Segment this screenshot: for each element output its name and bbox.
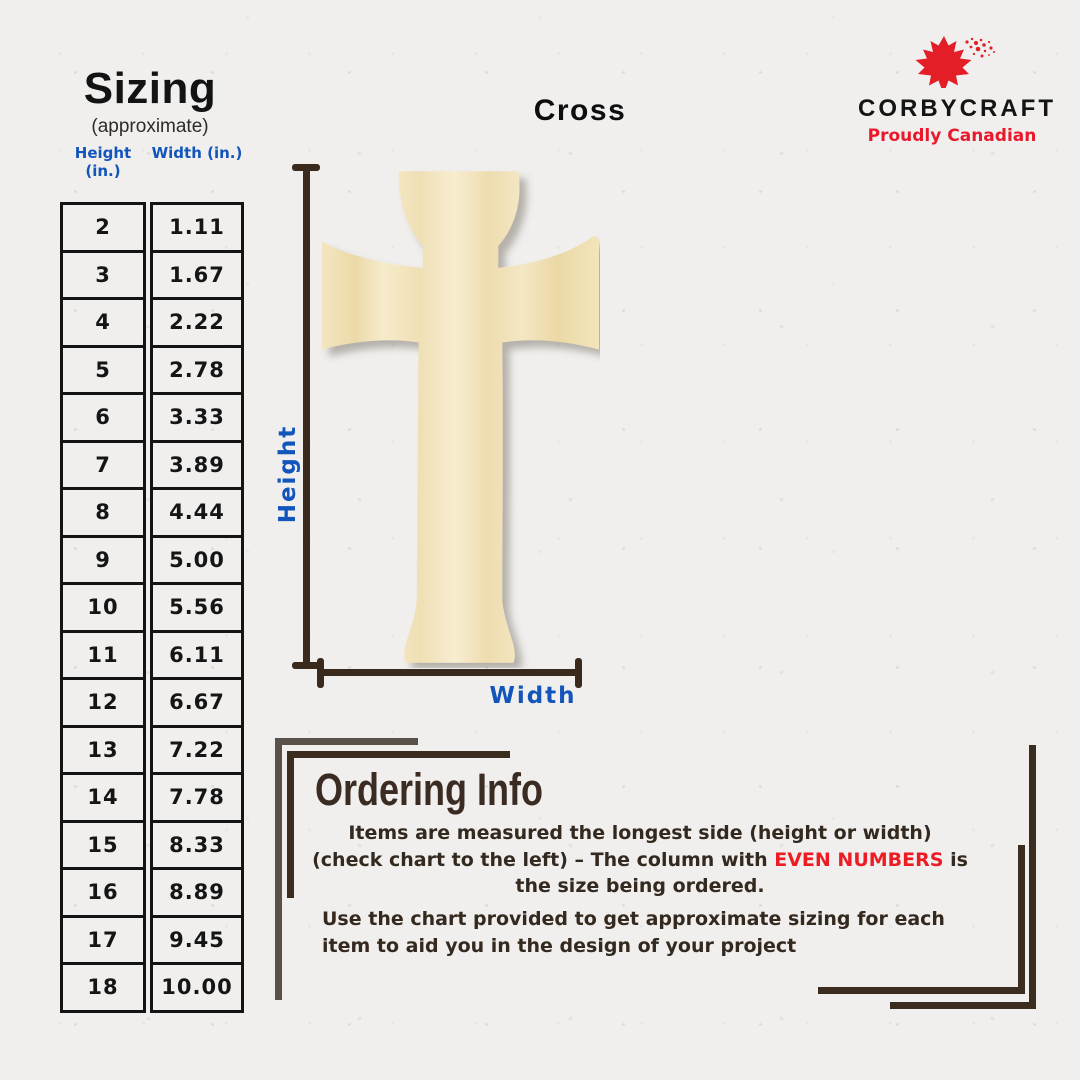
width-cell: 1.11: [150, 202, 244, 253]
width-cell: 6.11: [150, 630, 244, 681]
height-cell: 14: [60, 772, 146, 823]
height-cell: 8: [60, 487, 146, 538]
height-cell: 4: [60, 297, 146, 348]
cross-shape: [322, 171, 599, 663]
width-cell: 4.44: [150, 487, 244, 538]
height-cell: 6: [60, 392, 146, 443]
height-axis-label: Height: [275, 424, 301, 524]
width-cell: 5.00: [150, 535, 244, 586]
height-cell: 12: [60, 677, 146, 728]
height-cell: 16: [60, 867, 146, 918]
height-cell: 5: [60, 345, 146, 396]
height-cell: 7: [60, 440, 146, 491]
ordering-info-paragraph-2: Use the chart provided to get approximate sizing for each item to aid you in the design of your project: [322, 908, 945, 957]
height-cell: 9: [60, 535, 146, 586]
width-cell: 10.00: [150, 962, 244, 1013]
height-cell: 17: [60, 915, 146, 966]
ordering-p1-before: Items are measured the longest side (height or width) (check chart to the left) – The column with: [312, 822, 932, 871]
width-cell: 7.22: [150, 725, 244, 776]
width-cell: 3.33: [150, 392, 244, 443]
brand-tagline: Proudly Canadian: [867, 126, 1037, 146]
sizing-heading: Sizing: [83, 64, 217, 113]
height-dimension-line: [303, 167, 310, 667]
ordering-p1-highlight: EVEN NUMBERS: [774, 848, 944, 871]
width-cell: 7.78: [150, 772, 244, 823]
width-dimension-line: [318, 669, 581, 676]
height-cell: 13: [60, 725, 146, 776]
width-cell: 1.67: [150, 250, 244, 301]
width-cell: 3.89: [150, 440, 244, 491]
width-cell: 8.33: [150, 820, 244, 871]
height-cell: 11: [60, 630, 146, 681]
ordering-info-paragraph-1: [310, 820, 970, 900]
table-column-headers: [60, 144, 244, 180]
width-cell: 2.22: [150, 297, 244, 348]
width-dimension-cap-left: [317, 658, 324, 688]
sizing-subheading: (approximate): [91, 116, 209, 137]
height-cell: 10: [60, 582, 146, 633]
height-cell: 18: [60, 962, 146, 1013]
height-dimension-cap-top: [292, 164, 320, 171]
sizing-table: [60, 202, 244, 1013]
width-cell: 6.67: [150, 677, 244, 728]
height-column-header: Height (in.): [74, 144, 132, 180]
product-name: Cross: [533, 94, 627, 127]
ordering-info-heading: Ordering Info: [315, 764, 543, 815]
width-cell: 8.89: [150, 867, 244, 918]
height-cell: 2: [60, 202, 146, 253]
height-cell: 3: [60, 250, 146, 301]
width-axis-label: Width: [489, 683, 577, 709]
height-cell: 15: [60, 820, 146, 871]
height-column: [60, 202, 146, 1013]
width-column-header: Width (in.): [151, 144, 243, 162]
maple-leaf-icon: [897, 34, 1007, 88]
width-cell: 2.78: [150, 345, 244, 396]
brand-name: CORBYCRAFT: [858, 95, 1056, 122]
height-dimension-cap-bottom: [292, 662, 320, 669]
brand-block: [858, 34, 1056, 146]
width-column: [150, 202, 244, 1013]
width-cell: 5.56: [150, 582, 244, 633]
width-cell: 9.45: [150, 915, 244, 966]
wooden-cross-image: [320, 168, 600, 668]
ordering-p1-after: is the size being ordered.: [515, 848, 968, 898]
